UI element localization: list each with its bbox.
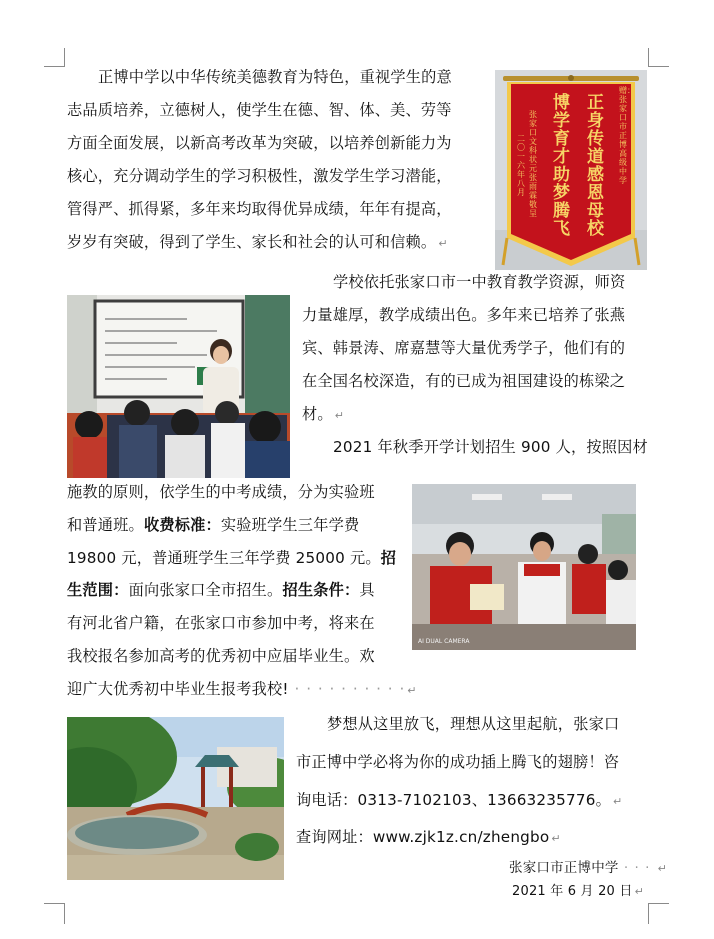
line-text: 有河北省户籍，在张家口市参加中考，将来在 xyxy=(67,614,375,632)
line-text: 具 xyxy=(359,581,375,599)
intro-line: 岁岁有突破，得到了学生、家长和社会的认可和信赖。 ↵ xyxy=(67,233,448,251)
enrollment-line xyxy=(67,485,375,500)
crop-mark-bottom-left xyxy=(44,903,65,924)
banner-column-2: 博学育才助梦腾飞 xyxy=(553,93,570,239)
enrollment-line xyxy=(67,616,375,631)
intro-line: 正博中学以中华传统美德教育为特色，重视学生的意 xyxy=(98,68,452,86)
enrollment-line xyxy=(67,583,375,598)
consult-website: 查询网址：www.zjk1z.cn/zhengbo ↵ xyxy=(296,828,561,846)
bold-label: 招 xyxy=(380,549,397,567)
line-text: 和普通班。 xyxy=(67,516,144,534)
intro-line: 核心，充分调动学生的学习积极性，激发学生学习潜能， xyxy=(67,167,452,185)
closing-line: 市正博中学必将为你的成功插上腾飞的翅膀！咨 xyxy=(296,753,620,771)
date: 2021 年 6 月 20 日 ↵ xyxy=(512,884,644,899)
enrollment-line xyxy=(67,518,359,533)
line-text: 施教的原则，依学生的中考成绩，分为实验班 xyxy=(67,483,375,501)
bold-label: 生范围： xyxy=(67,581,129,599)
line-text: 面向张家口全市招生。 xyxy=(128,581,283,599)
line-text: 19800 元，普通班学生三年学费 25000 元。 xyxy=(67,549,381,567)
resources-line: 材。 ↵ xyxy=(302,405,345,423)
signature: 张家口市正博中学 · · · ↵ xyxy=(509,860,668,876)
line-text: 我校报名参加高考的优秀初中应届毕业生。欢 xyxy=(67,647,375,665)
leader-dots: · · · · · · · · · · xyxy=(288,680,406,698)
enrollment-line xyxy=(67,649,375,664)
intro-line: 管得严、抓得紧，多年来均取得优异成绩，年年有提高， xyxy=(67,200,452,218)
resources-line: 力量雄厚，教学成绩出色。多年来已培养了张燕 xyxy=(302,306,626,324)
closing-line: 梦想从这里放飞，理想从这里起航，张家口 xyxy=(327,715,620,733)
crop-mark-bottom-right xyxy=(648,903,669,924)
consult-phone: 询电话：0313-7102103、13663235776。 ↵ xyxy=(296,791,623,809)
crop-mark-top-right xyxy=(648,48,669,67)
resources-line: 宾、韩景涛、席嘉慧等大量优秀学子，他们有的 xyxy=(302,339,626,357)
enrollment-line xyxy=(67,551,396,566)
line-text: 迎广大优秀初中毕业生报考我校! xyxy=(67,680,289,698)
banner-column-4: 二〇一六年八月 xyxy=(517,134,525,197)
campus-garden-photo xyxy=(67,717,284,880)
intro-line: 方面全面发展，以新高考改革为突破，以培养创新能力为 xyxy=(67,134,452,152)
bold-label: 收费标准： xyxy=(143,516,221,534)
resources-line: 学校依托张家口市一中教育教学资源，师资 xyxy=(333,273,626,291)
banner-column-3: 张家口文科状元张雨霖 敬呈 xyxy=(529,110,537,218)
bold-label: 招生条件： xyxy=(282,581,360,599)
enrollment-plan-line: 2021 年秋季开学计划招生 900 人，按照因材 xyxy=(333,438,648,456)
crop-mark-top-left xyxy=(44,48,65,67)
classroom-teacher-photo xyxy=(67,295,290,478)
banner-column-1: 正身传道感恩母校 xyxy=(587,93,604,239)
resources-line: 在全国名校深造，有的已成为祖国建设的栋梁之 xyxy=(302,372,626,390)
camera-watermark: AI DUAL CAMERA xyxy=(418,638,470,645)
intro-line: 志品质培养，立德树人，使学生在德、智、体、美、劳等 xyxy=(67,101,452,119)
students-reading-photo xyxy=(412,484,636,650)
enrollment-line: 迎广大优秀初中毕业生报考我校! · · · · · · · · · · ↵ xyxy=(67,680,417,698)
honor-banner-image xyxy=(495,70,647,270)
banner-top-text: 赠：张家口市正博高级中学 xyxy=(619,86,635,185)
line-text: 实验班学生三年学费 xyxy=(220,516,360,534)
